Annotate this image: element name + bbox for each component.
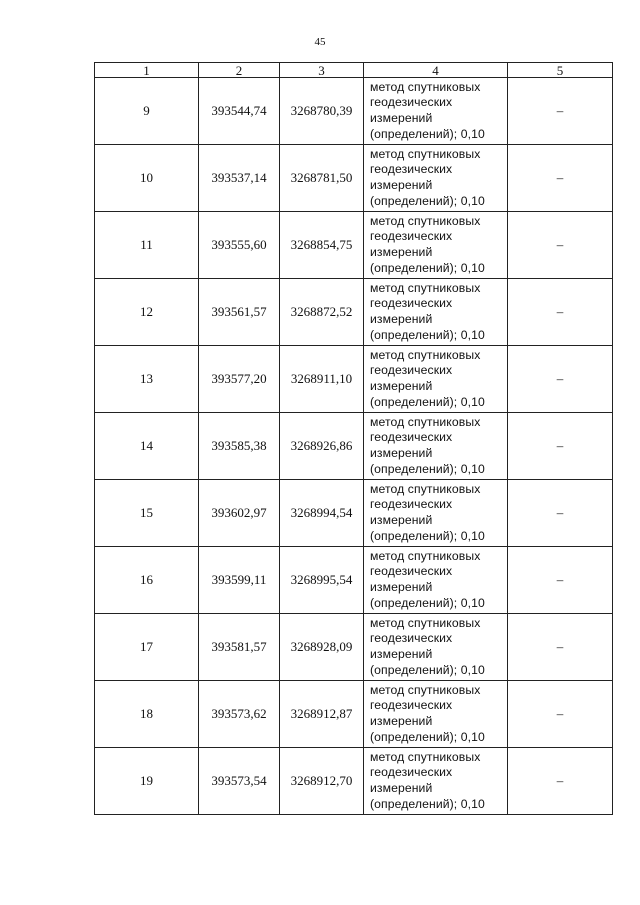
method-line: измерений: [370, 178, 433, 192]
method-line: (определений); 0,10: [370, 528, 485, 543]
method-line: (определений); 0,10: [370, 193, 485, 208]
point-number: 17: [95, 614, 199, 681]
method-line: метод спутниковых: [370, 280, 481, 295]
note-cell: –: [508, 212, 613, 279]
method-line: метод спутниковых: [370, 615, 481, 630]
method-line: геодезических: [370, 631, 453, 646]
point-number: 19: [95, 748, 199, 815]
table-row: [95, 78, 613, 145]
table-row: [95, 681, 613, 748]
x-coordinate: 393573,62: [199, 681, 280, 748]
method-line: (определений); 0,10: [370, 595, 485, 610]
column-header-3: 3: [280, 63, 364, 78]
method-line: метод спутниковых: [370, 414, 481, 429]
note-cell: –: [508, 346, 613, 413]
method-description: [364, 279, 508, 346]
method-description: [364, 480, 508, 547]
x-coordinate: 393599,11: [199, 547, 280, 614]
method-line: геодезических: [370, 765, 453, 780]
note-cell: –: [508, 547, 613, 614]
point-number: 11: [95, 212, 199, 279]
point-number: 13: [95, 346, 199, 413]
table-row: [95, 346, 613, 413]
x-coordinate: 393585,38: [199, 413, 280, 480]
x-coordinate: 393537,14: [199, 145, 280, 212]
method-line: метод спутниковых: [370, 548, 481, 563]
method-line: (определений); 0,10: [370, 729, 485, 744]
method-line: метод спутниковых: [370, 682, 481, 697]
table-header-row: [95, 63, 613, 78]
coordinates-table: [94, 62, 613, 815]
y-coordinate: 3268994,54: [280, 480, 364, 547]
table-row: [95, 279, 613, 346]
method-line: измерений: [370, 513, 433, 527]
y-coordinate: 3268854,75: [280, 212, 364, 279]
method-description: [364, 614, 508, 681]
point-number: 10: [95, 145, 199, 212]
note-cell: –: [508, 413, 613, 480]
method-line: геодезических: [370, 296, 453, 311]
column-header-1: 1: [95, 63, 199, 78]
table-row: [95, 614, 613, 681]
y-coordinate: 3268911,10: [280, 346, 364, 413]
note-cell: –: [508, 78, 613, 145]
column-header-2: 2: [199, 63, 280, 78]
page-number: 45: [314, 36, 326, 48]
table-row: [95, 413, 613, 480]
note-cell: –: [508, 480, 613, 547]
method-line: (определений); 0,10: [370, 126, 485, 141]
method-line: (определений); 0,10: [370, 461, 485, 476]
column-header-5: 5: [508, 63, 613, 78]
method-line: метод спутниковых: [370, 79, 481, 94]
table-row: [95, 212, 613, 279]
method-line: геодезических: [370, 698, 453, 713]
method-line: метод спутниковых: [370, 146, 481, 161]
method-description: [364, 78, 508, 145]
method-line: измерений: [370, 312, 433, 326]
y-coordinate: 3268780,39: [280, 78, 364, 145]
method-line: геодезических: [370, 229, 453, 244]
y-coordinate: 3268995,54: [280, 547, 364, 614]
point-number: 16: [95, 547, 199, 614]
note-cell: –: [508, 681, 613, 748]
method-line: измерений: [370, 647, 433, 661]
method-line: измерений: [370, 111, 433, 125]
x-coordinate: 393555,60: [199, 212, 280, 279]
y-coordinate: 3268928,09: [280, 614, 364, 681]
method-line: метод спутниковых: [370, 749, 481, 764]
y-coordinate: 3268926,86: [280, 413, 364, 480]
method-line: (определений); 0,10: [370, 796, 485, 811]
point-number: 12: [95, 279, 199, 346]
method-description: [364, 413, 508, 480]
method-description: [364, 145, 508, 212]
method-line: (определений); 0,10: [370, 327, 485, 342]
note-cell: –: [508, 279, 613, 346]
method-line: геодезических: [370, 564, 453, 579]
method-line: (определений); 0,10: [370, 394, 485, 409]
method-line: измерений: [370, 245, 433, 259]
table-body: [95, 78, 613, 815]
x-coordinate: 393602,97: [199, 480, 280, 547]
method-line: геодезических: [370, 95, 453, 110]
x-coordinate: 393581,57: [199, 614, 280, 681]
note-cell: –: [508, 748, 613, 815]
method-description: [364, 748, 508, 815]
method-line: измерений: [370, 446, 433, 460]
note-cell: –: [508, 145, 613, 212]
method-line: измерений: [370, 714, 433, 728]
x-coordinate: 393573,54: [199, 748, 280, 815]
method-line: метод спутниковых: [370, 347, 481, 362]
x-coordinate: 393561,57: [199, 279, 280, 346]
method-line: (определений); 0,10: [370, 260, 485, 275]
note-cell: –: [508, 614, 613, 681]
method-description: [364, 547, 508, 614]
y-coordinate: 3268912,87: [280, 681, 364, 748]
method-description: [364, 212, 508, 279]
y-coordinate: 3268872,52: [280, 279, 364, 346]
method-description: [364, 346, 508, 413]
table-row: [95, 480, 613, 547]
method-line: геодезических: [370, 162, 453, 177]
method-line: (определений); 0,10: [370, 662, 485, 677]
method-line: измерений: [370, 781, 433, 795]
y-coordinate: 3268781,50: [280, 145, 364, 212]
point-number: 15: [95, 480, 199, 547]
method-line: геодезических: [370, 497, 453, 512]
table-row: [95, 547, 613, 614]
method-description: [364, 681, 508, 748]
method-line: измерений: [370, 379, 433, 393]
table-row: [95, 748, 613, 815]
table-row: [95, 145, 613, 212]
y-coordinate: 3268912,70: [280, 748, 364, 815]
point-number: 14: [95, 413, 199, 480]
x-coordinate: 393577,20: [199, 346, 280, 413]
method-line: метод спутниковых: [370, 213, 481, 228]
point-number: 9: [95, 78, 199, 145]
method-line: метод спутниковых: [370, 481, 481, 496]
column-header-4: 4: [364, 63, 508, 78]
method-line: геодезических: [370, 430, 453, 445]
x-coordinate: 393544,74: [199, 78, 280, 145]
point-number: 18: [95, 681, 199, 748]
method-line: измерений: [370, 580, 433, 594]
method-line: геодезических: [370, 363, 453, 378]
